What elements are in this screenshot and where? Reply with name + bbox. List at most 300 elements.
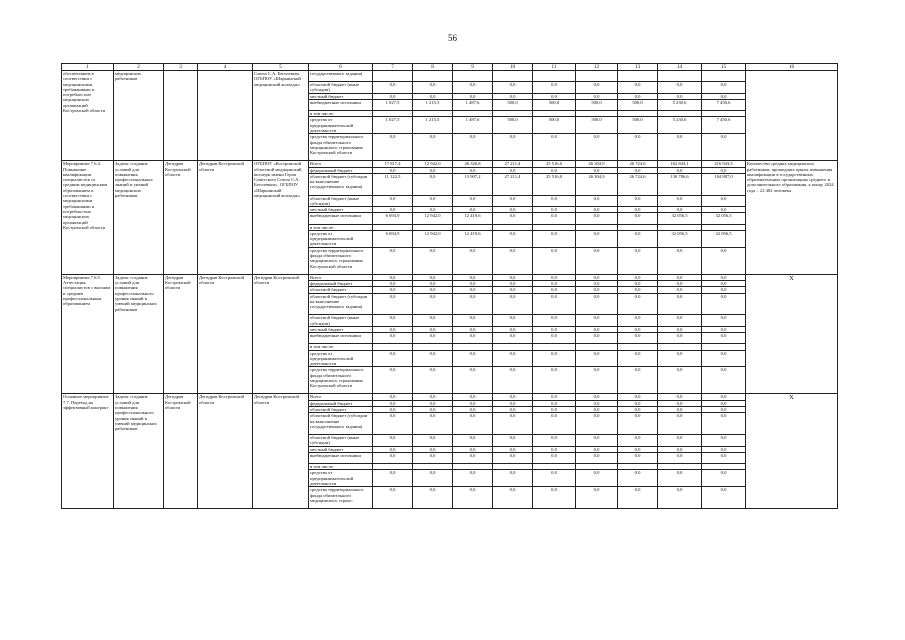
funding-value-cell: 0,0: [702, 400, 746, 406]
funding-source-label: областной бюджет (субсидии на выполнение государственного задания): [309, 413, 373, 435]
funding-value-cell: 0,0: [658, 470, 702, 487]
funding-value-cell: 500,0: [533, 117, 576, 134]
funding-value-cell: 0,0: [533, 367, 576, 394]
funding-value-cell: 0,0: [702, 134, 746, 161]
funding-source-label: областной бюджет (субсидии на выполнение государственного задания): [309, 173, 373, 195]
funding-value-cell: 0,0: [533, 333, 576, 344]
executor-cell: Депздрав Костромской области: [253, 274, 309, 394]
funding-value-cell: 0,0: [618, 487, 658, 509]
funding-value-cell: 0,0: [533, 394, 576, 400]
funding-value-cell: 0,0: [576, 487, 618, 509]
funding-value-cell: [618, 71, 658, 82]
funding-value-cell: 11 122,5: [373, 173, 413, 195]
funding-value-cell: 32 056,5: [658, 230, 702, 247]
funding-value-cell: 0,0: [373, 407, 413, 413]
program-table: [61, 63, 838, 509]
funding-value-cell: 0,0: [658, 400, 702, 406]
funding-value-cell: 0,0: [493, 400, 533, 406]
funding-value-cell: 1 215,5: [413, 99, 453, 110]
funding-value-cell: 0,0: [373, 207, 413, 213]
funding-value-cell: 0,0: [453, 82, 493, 94]
funding-value-cell: 0,0: [493, 407, 533, 413]
indicator-cell: Х: [746, 274, 838, 394]
funding-value-cell: 0,0: [373, 93, 413, 99]
coordinator-cell: Депздрав Костромской области: [198, 274, 253, 394]
column-number: 14: [658, 64, 702, 71]
funding-value-cell: 0,0: [576, 230, 618, 247]
funding-value-cell: 0,0: [533, 413, 576, 435]
task-cell: медицинских работников: [114, 71, 164, 161]
funding-value-cell: 0,0: [493, 326, 533, 332]
funding-value-cell: 0,0: [576, 93, 618, 99]
funding-value-cell: 32 056,5: [702, 213, 746, 224]
funding-value-cell: 0,0: [413, 281, 453, 287]
funding-value-cell: 500,0: [533, 99, 576, 110]
funding-source-label: местный бюджет: [309, 93, 373, 99]
funding-value-cell: 0,0: [618, 167, 658, 173]
funding-value-cell: 0,0: [702, 333, 746, 344]
funding-value-cell: 0,0: [533, 134, 576, 161]
funding-value-cell: 0,0: [618, 274, 658, 280]
funding-value-cell: 13 907,2: [453, 173, 493, 195]
funding-value-cell: 0,0: [658, 407, 702, 413]
funding-value-cell: 0,0: [453, 394, 493, 400]
funding-value-cell: 0,0: [576, 333, 618, 344]
funding-value-cell: 0,0: [576, 274, 618, 280]
task-cell: Задача: создание условий для повышения профессионального уровня знаний и умений медицинских работников: [114, 394, 164, 508]
funding-value-cell: 0,0: [493, 487, 533, 509]
funding-value-cell: 0,0: [576, 281, 618, 287]
coordinator-cell: Депздрав Костромской области: [198, 161, 253, 274]
funding-value-cell: 0,0: [493, 452, 533, 463]
funding-value-cell: 0,0: [373, 367, 413, 394]
funding-value-cell: 17 817,4: [373, 161, 413, 167]
funding-source-label: средства от предпринимательской деятельности: [309, 470, 373, 487]
funding-value-cell: 0,0: [658, 446, 702, 452]
funding-value-cell: 0,0: [702, 446, 746, 452]
funding-value-cell: 0,0: [493, 367, 533, 394]
funding-source-label: областной бюджет: [309, 287, 373, 293]
funding-value-cell: 0,0: [618, 350, 658, 367]
funding-value-cell: 0,0: [576, 326, 618, 332]
funding-value-cell: 0,0: [493, 446, 533, 452]
funding-value-cell: 0,0: [373, 452, 413, 463]
funding-source-label: областной бюджет: [309, 407, 373, 413]
funding-value-cell: 26 326,8: [453, 161, 493, 167]
funding-value-cell: 0,0: [373, 247, 413, 274]
funding-value-cell: 0,0: [373, 326, 413, 332]
funding-source-label: областной бюджет (субсидии на выполнение государственного задания): [309, 293, 373, 315]
funding-source-label: областной бюджет (иные субсидии): [309, 82, 373, 94]
funding-value-cell: 0,0: [658, 274, 702, 280]
funding-value-cell: 0,0: [576, 407, 618, 413]
responsible-cell: Депздрав Костромской области: [164, 274, 198, 394]
indicator-cell: Количество средних медицинских работников, прошедших циклы повышения квалификации в государственных образовательных организациях среднего и дополнительного образования, к концу 2024 года – 22 482 человека: [746, 161, 838, 274]
funding-value-cell: 0,0: [413, 274, 453, 280]
funding-value-cell: 26 724,6: [618, 173, 658, 195]
coordinator-cell: [198, 71, 253, 161]
funding-value-cell: 0,0: [533, 326, 576, 332]
funding-value-cell: 0,0: [413, 167, 453, 173]
funding-value-cell: 0,0: [702, 281, 746, 287]
funding-value-cell: 0,0: [576, 195, 618, 207]
funding-value-cell: 0,0: [576, 207, 618, 213]
funding-value-cell: 0,0: [413, 394, 453, 400]
funding-value-cell: 0,0: [453, 315, 493, 327]
funding-value-cell: 0,0: [493, 394, 533, 400]
funding-value-cell: 0,0: [413, 293, 453, 315]
funding-value-cell: 0,0: [373, 195, 413, 207]
funding-value-cell: 0,0: [453, 287, 493, 293]
funding-value-cell: 0,0: [413, 134, 453, 161]
funding-value-cell: 0,0: [658, 167, 702, 173]
funding-value-cell: 500,0: [576, 99, 618, 110]
funding-value-cell: 0,0: [453, 326, 493, 332]
table-body: [62, 64, 838, 509]
funding-value-cell: 0,0: [576, 315, 618, 327]
funding-value-cell: 0,0: [576, 167, 618, 173]
funding-value-cell: 0,0: [576, 435, 618, 447]
column-number: 7: [373, 64, 413, 71]
funding-value-cell: 6 694,9: [373, 213, 413, 224]
funding-value-cell: 0,0: [658, 350, 702, 367]
funding-value-cell: 0,0: [658, 315, 702, 327]
task-cell: Задача: создание условий для повышения профессиональных знаний и умений медицинских работников: [114, 161, 164, 274]
funding-value-cell: 12 942,0: [413, 161, 453, 167]
funding-value-cell: 0,0: [618, 293, 658, 315]
funding-value-cell: 0,0: [413, 315, 453, 327]
funding-value-cell: 0,0: [493, 167, 533, 173]
funding-value-cell: 0,0: [413, 407, 453, 413]
funding-value-cell: 0,0: [373, 435, 413, 447]
funding-value-cell: 0,0: [373, 333, 413, 344]
activity-name-cell: Основное мероприятие 7.7. Переход на эффективный контракт: [62, 394, 114, 508]
funding-value-cell: 6 694,9: [373, 230, 413, 247]
funding-value-cell: 0,0: [658, 287, 702, 293]
executor-cell: Союза С.А. Беголевым, ОГБПОУ «Шарьинский медицинский колледж»: [253, 71, 309, 161]
responsible-cell: Депздрав Костромской области: [164, 161, 198, 274]
funding-value-cell: 0,0: [373, 315, 413, 327]
funding-value-cell: 0,0: [576, 394, 618, 400]
funding-source-label: Всего: [309, 274, 373, 280]
funding-value-cell: 0,0: [658, 413, 702, 435]
funding-value-cell: 26 724,6: [618, 161, 658, 167]
funding-value-cell: 1 027,5: [373, 117, 413, 134]
funding-value-cell: 0,0: [533, 435, 576, 447]
funding-value-cell: 0,0: [702, 293, 746, 315]
funding-value-cell: 0,0: [453, 470, 493, 487]
funding-value-cell: 12 942,0: [413, 230, 453, 247]
funding-value-cell: 0,0: [533, 195, 576, 207]
funding-source-label: местный бюджет: [309, 326, 373, 332]
funding-value-cell: [413, 71, 453, 82]
funding-value-cell: 0,0: [453, 167, 493, 173]
funding-value-cell: 0,0: [576, 134, 618, 161]
funding-value-cell: 0,0: [533, 247, 576, 274]
page-number: 56: [448, 33, 457, 43]
funding-value-cell: 0,0: [533, 281, 576, 287]
funding-value-cell: 1 027,5: [373, 99, 413, 110]
funding-value-cell: 0,0: [702, 413, 746, 435]
funding-value-cell: 0,0: [576, 82, 618, 94]
funding-value-cell: 0,0: [618, 207, 658, 213]
funding-value-cell: 0,0: [618, 287, 658, 293]
funding-value-cell: 27 211,4: [493, 173, 533, 195]
column-number: 13: [618, 64, 658, 71]
funding-value-cell: 0,0: [702, 407, 746, 413]
funding-value-cell: 0,0: [658, 326, 702, 332]
funding-value-cell: 0,0: [702, 247, 746, 274]
column-number: 10: [493, 64, 533, 71]
funding-value-cell: 5 230,6: [658, 99, 702, 110]
funding-value-cell: 0,0: [453, 446, 493, 452]
funding-value-cell: 0,0: [373, 82, 413, 94]
column-number: 3: [164, 64, 198, 71]
funding-value-cell: 0,0: [702, 435, 746, 447]
funding-value-cell: 0,0: [533, 274, 576, 280]
funding-value-cell: [453, 71, 493, 82]
funding-value-cell: 0,0: [413, 247, 453, 274]
funding-value-cell: 0,0: [493, 274, 533, 280]
activity-name-cell: Мероприятие 7.6.5. Аттестация специалистов с высшим и средним профессиональным образованием: [62, 274, 114, 394]
funding-value-cell: 1 215,5: [413, 117, 453, 134]
funding-source-label: внебюджетные источники: [309, 213, 373, 224]
funding-value-cell: 0,0: [373, 470, 413, 487]
funding-value-cell: 0,0: [373, 394, 413, 400]
funding-source-label: местный бюджет: [309, 446, 373, 452]
funding-value-cell: 0,0: [658, 207, 702, 213]
funding-value-cell: 0,0: [658, 293, 702, 315]
funding-value-cell: 0,0: [702, 394, 746, 400]
funding-value-cell: 32 056,5: [702, 230, 746, 247]
column-number: 9: [453, 64, 493, 71]
funding-value-cell: 0,0: [576, 400, 618, 406]
funding-value-cell: 0,0: [618, 407, 658, 413]
funding-value-cell: 25 516,0: [533, 161, 576, 167]
funding-value-cell: 500,0: [493, 117, 533, 134]
funding-value-cell: 0,0: [493, 82, 533, 94]
funding-value-cell: 0,0: [453, 350, 493, 367]
funding-source-label: федеральный бюджет: [309, 281, 373, 287]
funding-value-cell: 0,0: [618, 367, 658, 394]
funding-value-cell: 0,0: [702, 207, 746, 213]
funding-value-cell: 0,0: [618, 446, 658, 452]
funding-value-cell: 27 211,4: [493, 161, 533, 167]
executor-cell: Депздрав Костромской области: [253, 394, 309, 508]
funding-value-cell: 0,0: [493, 413, 533, 435]
funding-value-cell: 0,0: [493, 207, 533, 213]
funding-value-cell: 0,0: [576, 367, 618, 394]
funding-value-cell: 0,0: [618, 281, 658, 287]
funding-value-cell: 0,0: [453, 413, 493, 435]
column-number: 8: [413, 64, 453, 71]
funding-value-cell: 0,0: [533, 207, 576, 213]
funding-value-cell: 0,0: [576, 350, 618, 367]
responsible-cell: Депздрав Костромской области: [164, 394, 198, 508]
funding-value-cell: 0,0: [658, 394, 702, 400]
column-number: 12: [576, 64, 618, 71]
column-number: 16: [746, 64, 838, 71]
funding-value-cell: 0,0: [493, 281, 533, 287]
funding-value-cell: 0,0: [493, 287, 533, 293]
funding-value-cell: 0,0: [618, 134, 658, 161]
funding-value-cell: 0,0: [533, 407, 576, 413]
funding-value-cell: [493, 71, 533, 82]
funding-value-cell: 0,0: [493, 435, 533, 447]
funding-value-cell: 0,0: [373, 281, 413, 287]
funding-value-cell: 0,0: [453, 281, 493, 287]
funding-value-cell: 0,0: [493, 134, 533, 161]
funding-value-cell: 0,0: [453, 452, 493, 463]
funding-value-cell: 0,0: [453, 195, 493, 207]
funding-value-cell: 1 487,6: [453, 117, 493, 134]
funding-value-cell: 0,0: [702, 487, 746, 509]
funding-value-cell: 0,0: [618, 82, 658, 94]
funding-value-cell: 0,0: [413, 452, 453, 463]
funding-value-cell: 0,0: [618, 400, 658, 406]
funding-value-cell: 26 304,9: [576, 173, 618, 195]
funding-value-cell: 0,0: [618, 195, 658, 207]
funding-value-cell: 0,0: [533, 167, 576, 173]
funding-value-cell: 0,0: [618, 394, 658, 400]
funding-value-cell: 0,0: [453, 407, 493, 413]
funding-value-cell: 0,0: [533, 82, 576, 94]
funding-value-cell: 0,0: [373, 293, 413, 315]
funding-value-cell: 0,0: [533, 487, 576, 509]
funding-value-cell: 0,0: [533, 315, 576, 327]
funding-value-cell: 0,0: [618, 93, 658, 99]
funding-value-cell: 32 056,5: [658, 213, 702, 224]
coordinator-cell: Депздрав Костромской области: [198, 394, 253, 508]
column-number: 4: [198, 64, 253, 71]
funding-value-cell: 0,0: [413, 333, 453, 344]
funding-value-cell: 162 843,1: [658, 161, 702, 167]
funding-value-cell: 0,0: [618, 315, 658, 327]
funding-value-cell: 0,0: [618, 213, 658, 224]
funding-source-label: средства от предпринимательской деятельности: [309, 350, 373, 367]
column-number: 15: [702, 64, 746, 71]
responsible-cell: [164, 71, 198, 161]
task-cell: Задача: создание условий для повышения профессионального уровня знаний и умений медицинских работников: [114, 274, 164, 394]
funding-value-cell: 0,0: [373, 446, 413, 452]
funding-value-cell: 0,0: [702, 195, 746, 207]
funding-value-cell: 0,0: [373, 350, 413, 367]
funding-value-cell: 0,0: [702, 452, 746, 463]
funding-value-cell: 0,0: [576, 293, 618, 315]
funding-value-cell: 0,0: [493, 213, 533, 224]
funding-source-label: средства территориального фонда обязательного медицинского страхования Костромской области: [309, 367, 373, 394]
column-number: 5: [253, 64, 309, 71]
funding-value-cell: 0,0: [702, 167, 746, 173]
funding-value-cell: 0,0: [493, 230, 533, 247]
funding-value-cell: 0,0: [533, 470, 576, 487]
funding-value-cell: [658, 71, 702, 82]
funding-value-cell: 0,0: [373, 134, 413, 161]
funding-source-label: в том числе:: [309, 224, 373, 230]
funding-value-cell: 0,0: [702, 287, 746, 293]
executor-cell: ОГБПОУ «Костромской областной медицинский колледж имени Героя Советского Союза С.А. Беголевым», ОГБПОУ «Шарьинский медицинский колледж»: [253, 161, 309, 274]
funding-value-cell: 0,0: [453, 400, 493, 406]
funding-value-cell: 0,0: [702, 470, 746, 487]
funding-value-cell: 26 304,9: [576, 161, 618, 167]
funding-value-cell: 0,0: [702, 367, 746, 394]
funding-value-cell: 25 516,0: [533, 173, 576, 195]
indicator-cell: [746, 71, 838, 161]
funding-value-cell: 0,0: [618, 413, 658, 435]
column-number: 11: [533, 64, 576, 71]
funding-value-cell: 216 943,5: [702, 161, 746, 167]
funding-source-label: средства от предпринимательской деятельности: [309, 230, 373, 247]
column-number: 2: [114, 64, 164, 71]
funding-value-cell: 0,0: [576, 287, 618, 293]
funding-value-cell: 0,0: [658, 367, 702, 394]
funding-value-cell: 0,0: [413, 326, 453, 332]
funding-value-cell: 0,0: [453, 134, 493, 161]
funding-value-cell: [373, 71, 413, 82]
funding-value-cell: 0,0: [618, 470, 658, 487]
funding-value-cell: 0,0: [413, 82, 453, 94]
funding-value-cell: 0,0: [373, 287, 413, 293]
funding-value-cell: 0,0: [413, 435, 453, 447]
funding-value-cell: 0,0: [413, 173, 453, 195]
funding-value-cell: 0,0: [658, 82, 702, 94]
funding-source-label: в том числе:: [309, 111, 373, 117]
funding-value-cell: 500,0: [576, 117, 618, 134]
funding-value-cell: 0,0: [413, 446, 453, 452]
funding-value-cell: 0,0: [493, 93, 533, 99]
funding-value-cell: 500,0: [618, 117, 658, 134]
funding-value-cell: 0,0: [453, 207, 493, 213]
indicator-cell: Х: [746, 394, 838, 508]
funding-value-cell: 0,0: [413, 195, 453, 207]
funding-value-cell: 0,0: [453, 435, 493, 447]
funding-value-cell: 0,0: [373, 400, 413, 406]
funding-source-label: средства территориального фонда обязательного медицинского страхо-: [309, 487, 373, 509]
funding-value-cell: 0,0: [618, 452, 658, 463]
funding-source-label: Всего: [309, 161, 373, 167]
funding-source-label: Всего: [309, 394, 373, 400]
funding-source-label: средства территориального фонда обязательного медицинского страхования Костромской области: [309, 134, 373, 161]
funding-value-cell: 0,0: [413, 470, 453, 487]
funding-value-cell: 0,0: [533, 400, 576, 406]
funding-value-cell: 12 419,6: [453, 230, 493, 247]
funding-value-cell: 0,0: [533, 213, 576, 224]
funding-value-cell: 0,0: [533, 446, 576, 452]
funding-value-cell: 0,0: [493, 350, 533, 367]
funding-value-cell: 0,0: [453, 367, 493, 394]
funding-value-cell: 0,0: [702, 274, 746, 280]
funding-source-label: средства от предпринимательской деятельности: [309, 117, 373, 134]
funding-source-label: областной бюджет (иные субсидии): [309, 315, 373, 327]
funding-value-cell: 0,0: [658, 247, 702, 274]
funding-value-cell: 5 230,6: [658, 117, 702, 134]
column-number-row: [62, 64, 838, 71]
funding-value-cell: 0,0: [413, 487, 453, 509]
funding-value-cell: 0,0: [453, 93, 493, 99]
funding-value-cell: 0,0: [618, 247, 658, 274]
funding-value-cell: 0,0: [658, 195, 702, 207]
funding-value-cell: 0,0: [493, 470, 533, 487]
funding-value-cell: 0,0: [453, 247, 493, 274]
funding-source-label: федеральный бюджет: [309, 400, 373, 406]
funding-value-cell: 0,0: [618, 435, 658, 447]
funding-value-cell: 0,0: [453, 333, 493, 344]
funding-value-cell: 0,0: [533, 287, 576, 293]
funding-value-cell: 0,0: [413, 207, 453, 213]
funding-source-label: внебюджетные источники: [309, 99, 373, 110]
funding-value-cell: 0,0: [576, 247, 618, 274]
funding-source-label: государственного задания): [309, 71, 373, 82]
